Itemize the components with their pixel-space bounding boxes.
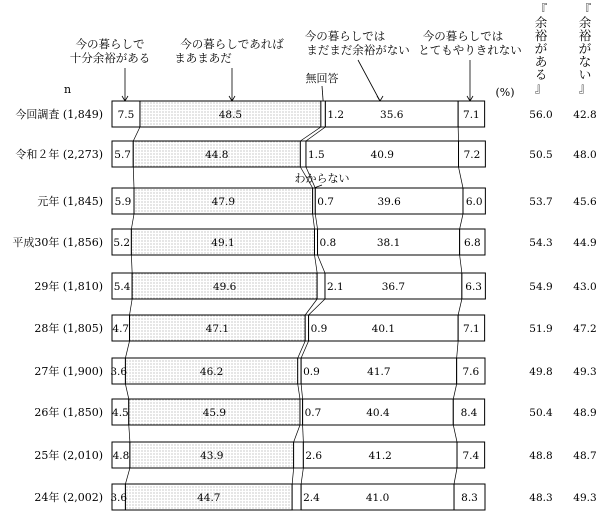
value-label-6-4: 40.1 [372,323,395,335]
value-label-8-4: 40.4 [366,407,390,419]
value-label-4-2: 49.1 [211,237,234,249]
legend-label-series-1-line2: 十分余裕がある [70,51,151,65]
connector-6-3 [301,341,308,358]
arrow-series-4-head [377,96,383,101]
value-label-9-3: 2.6 [305,450,322,462]
connector-5-4 [458,299,462,315]
summary-header-1-char-2: 余 [535,15,548,30]
summary-header-1-char-1: 『 [535,2,548,17]
connector-7-3 [301,384,302,399]
value-label-8-2: 45.9 [203,407,226,419]
legend-label-series-5-line2: とてもやりきれない [418,43,522,57]
summary-value-1-10: 48.3 [529,492,552,504]
value-label-3-5: 6.0 [466,196,483,208]
bar-segment-1-3 [321,101,325,127]
category-label-9: 25年 (2,010) [34,448,103,462]
value-label-5-1: 5.4 [114,281,131,293]
value-label-1-5: 7.1 [463,109,480,121]
summary-value-1-9: 48.8 [529,450,552,462]
connector-6-4 [457,341,458,358]
summary-header-2-char-7: 』 [579,80,592,95]
category-label-2: 令和２年 (2,273) [15,147,103,161]
connector-9-3 [301,468,303,484]
value-label-9-1: 4.8 [113,450,130,462]
value-label-3-3: 0.7 [317,196,334,208]
annotation-wakaranai: わからない [295,172,350,185]
summary-header-2-char-4: が [579,41,592,56]
value-label-2-3: 1.5 [308,149,325,161]
connector-1-2 [300,127,321,141]
summary-value-2-8: 48.9 [573,407,596,419]
connector-6-1 [125,341,129,358]
value-label-10-4: 41.0 [366,492,389,504]
connector-3-4 [460,214,463,229]
value-label-8-5: 8.4 [461,407,478,419]
legend-label-series-2-line2: まあまあだ [174,51,232,65]
value-label-2-4: 40.9 [371,149,394,161]
connector-8-4 [453,425,457,442]
summary-value-2-4: 44.9 [573,237,596,249]
legend-label-series-3: 無回答 [306,71,339,85]
summary-value-1-1: 56.0 [529,109,552,121]
value-label-8-3: 0.7 [305,407,322,419]
summary-header-1-char-3: 裕 [535,28,548,43]
value-label-3-4: 39.6 [377,196,401,208]
value-label-2-1: 5.7 [114,149,131,161]
connector-8-1 [129,425,130,442]
value-label-9-4: 41.2 [368,450,391,462]
summary-value-2-10: 49.3 [573,492,596,504]
value-label-4-4: 38.1 [377,237,400,249]
n-label: n [64,83,71,96]
connector-8-2 [294,425,300,442]
value-label-4-1: 5.2 [113,237,130,249]
value-label-8-1: 4.5 [112,407,129,419]
connector-4-2 [315,255,318,273]
value-label-7-5: 7.6 [462,366,479,378]
value-label-5-4: 36.7 [382,281,405,293]
value-label-7-3: 0.9 [303,366,320,378]
summary-value-1-2: 50.5 [529,149,552,161]
value-label-7-4: 41.7 [367,366,390,378]
summary-header-2-char-5: な [579,54,592,69]
connector-9-1 [125,468,129,484]
connector-3-2 [313,214,315,229]
category-label-10: 24年 (2,002) [34,490,103,504]
connector-2-4 [459,167,463,188]
connector-3-1 [131,214,134,229]
bar-segment-2-3 [300,141,306,167]
bar-segment-10-3 [292,484,301,510]
connector-6-2 [298,341,305,358]
bar-segment-9-3 [294,442,304,468]
summary-value-2-2: 48.0 [573,149,596,161]
connector-4-1 [131,255,132,273]
value-label-1-4: 35.6 [380,109,404,121]
value-label-6-5: 7.1 [463,323,480,335]
connector-7-1 [125,384,128,399]
summary-value-1-7: 49.8 [529,366,552,378]
legend-label-series-1-line1: 今の暮らしで [76,37,145,51]
value-label-5-2: 49.6 [213,281,237,293]
summary-value-1-8: 50.4 [529,407,553,419]
legend-label-series-4-line1: 今の暮らしでは [305,29,386,43]
value-label-9-5: 7.4 [462,450,479,462]
value-label-2-2: 44.8 [205,149,228,161]
value-label-6-1: 4.7 [112,323,129,335]
connector-1-3 [306,127,325,141]
summary-value-2-1: 42.8 [573,109,596,121]
connector-7-4 [453,384,456,399]
category-label-6: 28年 (1,805) [34,321,103,335]
summary-header-2-char-2: 余 [579,15,592,30]
connector-2-1 [133,167,134,188]
connector-9-4 [454,468,457,484]
value-label-7-1: 3.6 [110,366,127,378]
summary-values [529,109,597,504]
summary-value-1-5: 54.9 [529,281,552,293]
value-label-9-2: 43.9 [200,450,223,462]
connector-7-2 [298,384,300,399]
category-label-1: 今回調査 (1,849) [15,107,103,121]
value-label-2-5: 7.2 [464,149,481,161]
value-label-10-3: 2.4 [303,492,320,504]
value-label-10-2: 44.7 [197,492,220,504]
value-label-4-3: 0.8 [320,237,337,249]
summary-value-2-6: 47.2 [573,323,596,335]
value-label-10-1: 3.6 [110,492,127,504]
summary-header-1-char-7: 』 [535,80,548,95]
summary-value-2-5: 43.0 [573,281,596,293]
connector-5-1 [130,299,133,315]
summary-headers [535,2,592,95]
bars [110,101,485,510]
bar-segment-7-3 [298,358,301,384]
value-label-7-2: 46.2 [200,366,223,378]
leader-series-3 [322,86,323,101]
summary-value-2-7: 49.3 [573,366,596,378]
summary-value-2-9: 48.7 [573,450,596,462]
value-label-6-3: 0.9 [311,323,328,335]
connector-4-4 [460,255,462,273]
connector-3-3 [315,214,317,229]
summary-header-1-char-5: あ [535,54,548,69]
value-label-1-1: 7.5 [118,109,135,121]
value-label-10-5: 8.3 [461,492,478,504]
bar-segment-5-3 [317,273,325,299]
category-labels [12,107,103,504]
connector-8-3 [303,425,304,442]
summary-value-1-3: 53.7 [529,196,552,208]
value-label-1-2: 48.5 [219,109,242,121]
category-label-4: 平成30年 (1,856) [12,235,103,249]
summary-header-2-char-3: 裕 [579,28,592,43]
summary-value-1-6: 51.9 [529,323,552,335]
value-label-5-5: 6.3 [465,281,482,293]
connector-9-2 [292,468,293,484]
connector-4-3 [318,255,325,273]
value-label-4-5: 6.8 [464,237,481,249]
value-label-1-3: 1.2 [327,109,344,121]
value-label-5-3: 2.1 [327,281,344,293]
summary-header-1-char-6: る [535,67,548,82]
unit-label: (%) [495,86,514,99]
category-label-5: 29年 (1,810) [34,279,103,293]
value-label-3-1: 5.9 [115,196,132,208]
value-label-3-2: 47.9 [212,196,235,208]
bar-segment-6-3 [305,315,308,341]
arrow-series-4 [358,60,380,101]
summary-header-2-char-1: 『 [579,2,592,17]
legend-label-series-2-line1: 今の暮らしであれば [180,37,284,51]
legend-label-series-4-line2: まだまだ余裕がない [306,43,410,57]
value-label-6-2: 47.1 [206,323,229,335]
summary-value-2-3: 45.6 [573,196,597,208]
category-label-7: 27年 (1,900) [34,364,103,378]
category-label-3: 元年 (1,845) [37,194,103,208]
summary-header-2-char-6: い [579,67,592,82]
category-label-8: 26年 (1,850) [34,405,103,419]
legend-label-series-5-line1: 今の暮らしでは [423,29,504,43]
summary-header-1-char-4: が [535,41,548,56]
connector-1-1 [133,127,140,141]
summary-value-1-4: 54.3 [529,237,552,249]
